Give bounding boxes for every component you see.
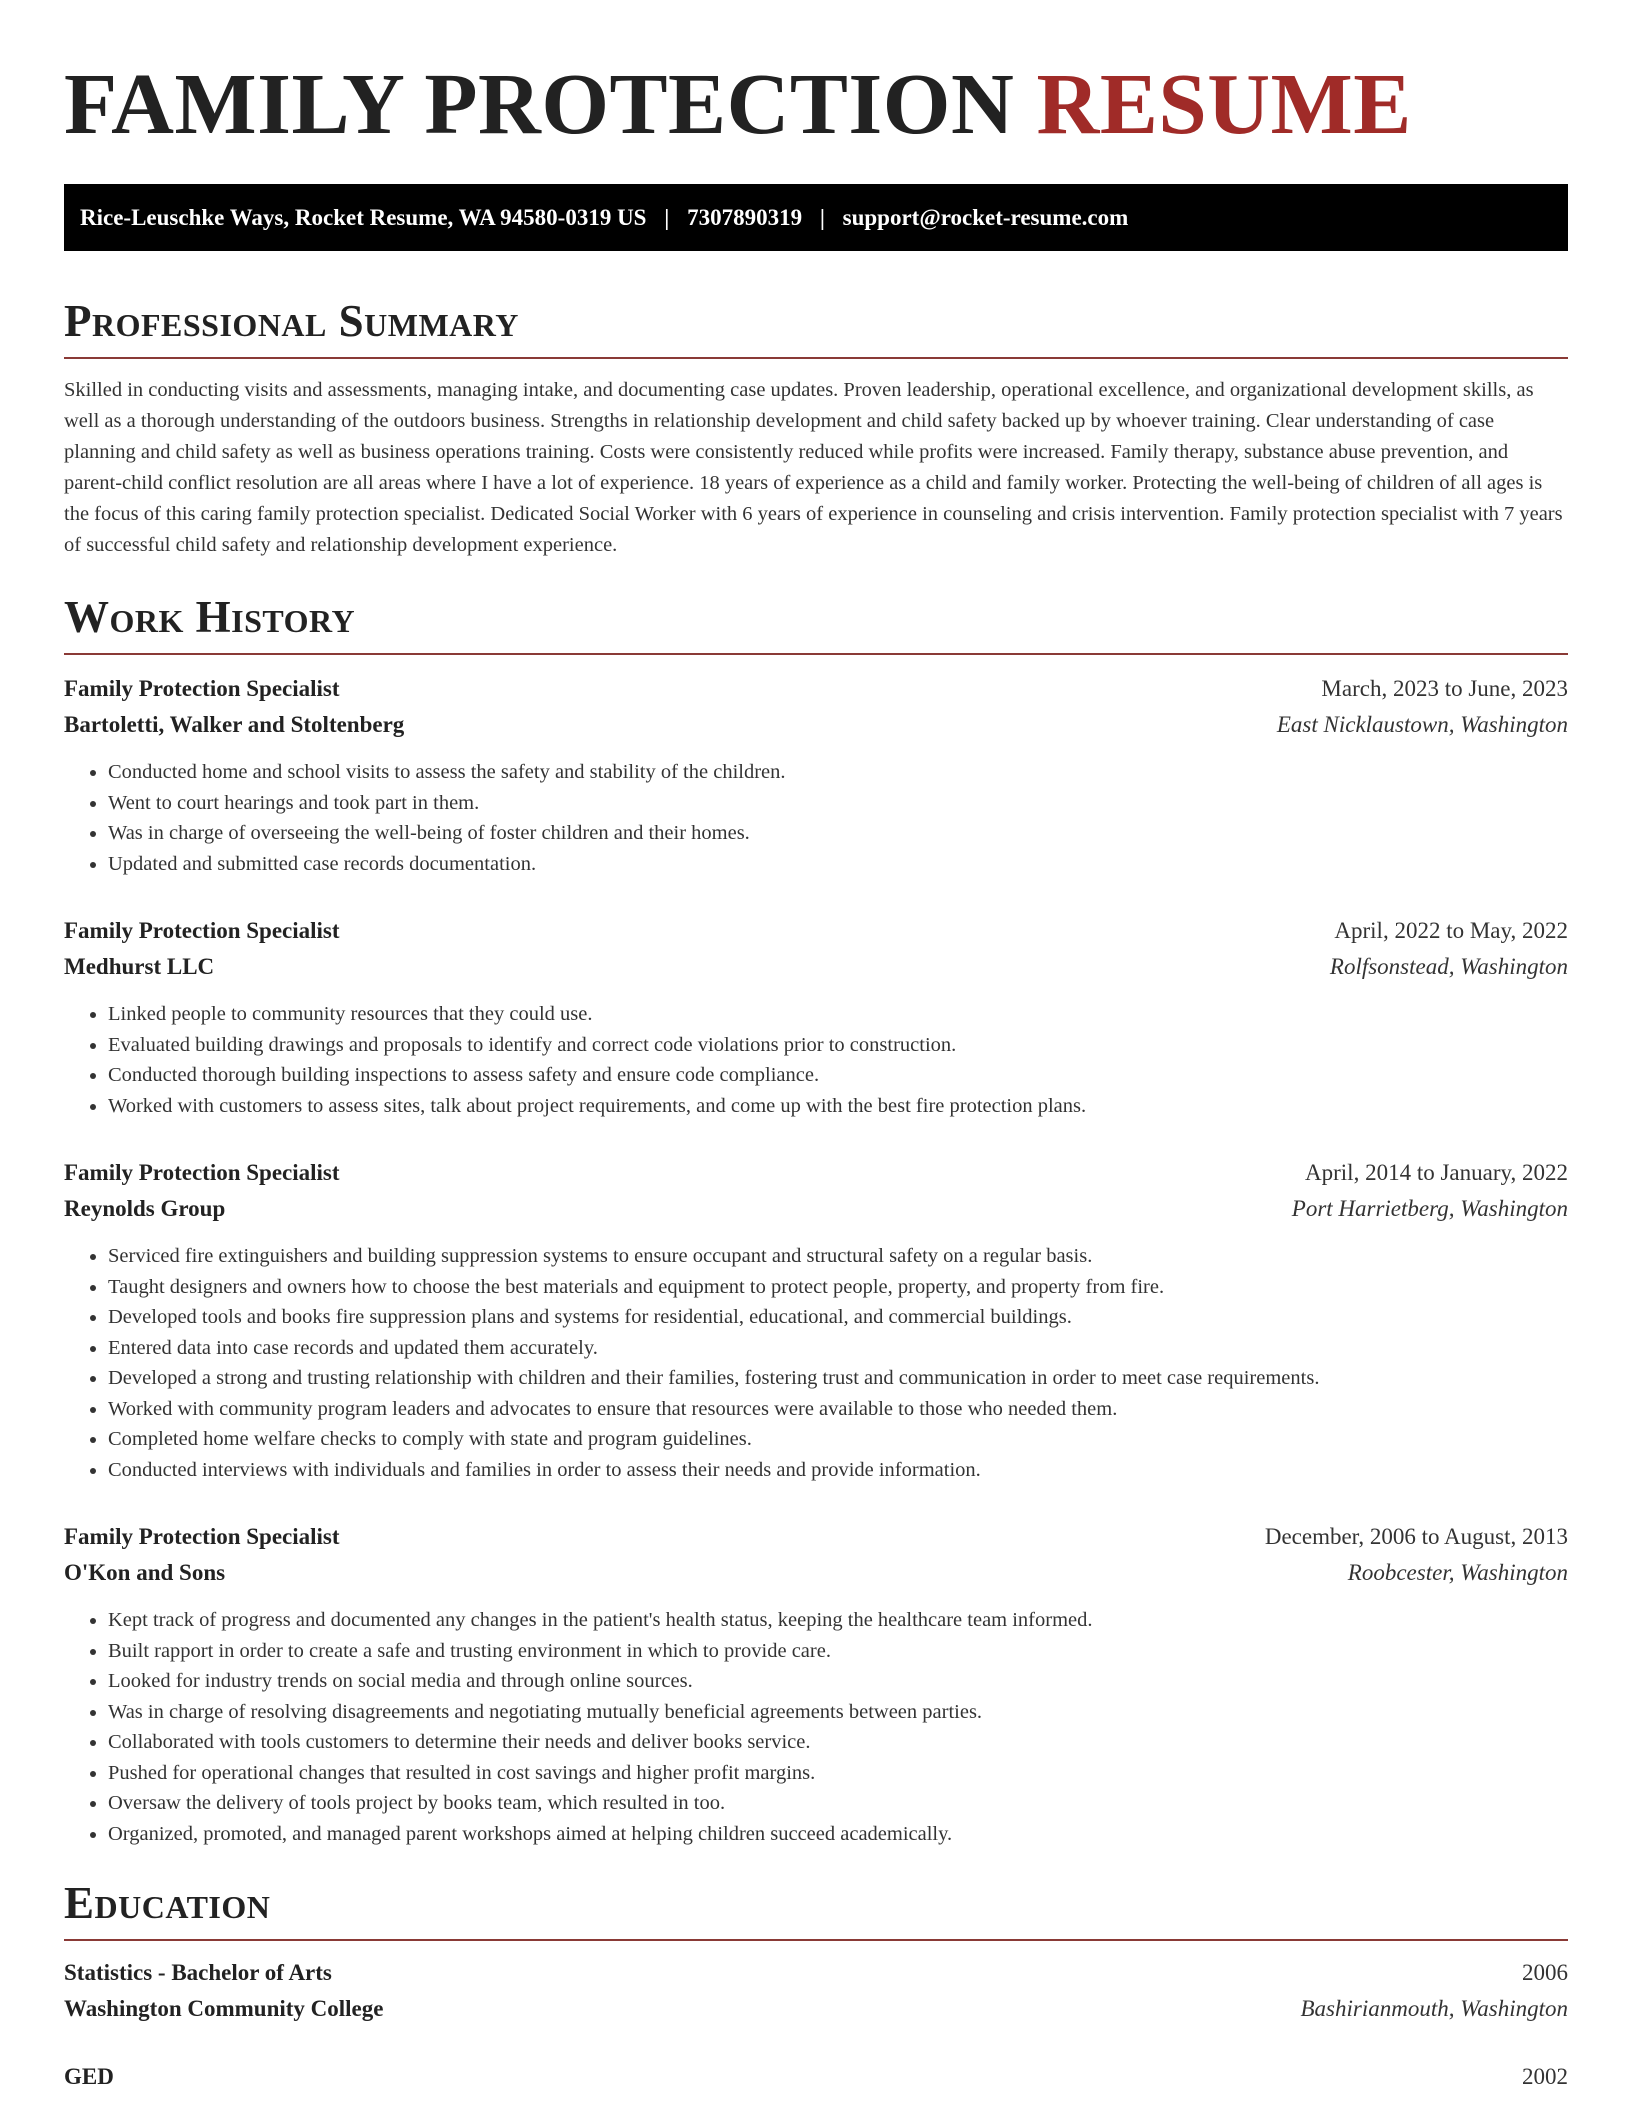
job-title: Family Protection Specialist [64, 1524, 340, 1549]
job-bullets [64, 1605, 1568, 1849]
job-dates: April, 2014 to January, 2022 [1305, 1160, 1568, 1185]
work-history-heading: Work History [64, 592, 356, 642]
job-bullet: • Conducted home and school visits to assess the safety and stability of the children. [108, 757, 1568, 788]
education-entry [64, 1955, 1568, 2027]
job-bullet: • Conducted thorough building inspections to assess safety and ensure code compliance. [108, 1060, 1568, 1091]
section-divider [64, 357, 1568, 359]
job-title: Family Protection Specialist [64, 676, 340, 701]
job-bullet: • Pushed for operational changes that resulted in cost savings and higher profit margins. [108, 1758, 1568, 1789]
section-divider [64, 1939, 1568, 1941]
job-bullet: • Entered data into case records and updated them accurately. [108, 1333, 1568, 1364]
job-bullet: • Looked for industry trends on social media and through online sources. [108, 1666, 1568, 1697]
job-entry [64, 1155, 1568, 1485]
contact-separator: | [664, 205, 670, 230]
title-accent: RESUME [1036, 55, 1412, 152]
job-title: Family Protection Specialist [64, 1160, 340, 1185]
summary-section [64, 293, 1568, 561]
summary-heading: Professional Summary [64, 296, 519, 346]
education-entry [64, 2059, 1568, 2095]
job-bullets [64, 757, 1568, 879]
title-main: FAMILY PROTECTION [64, 55, 1037, 152]
summary-text: Skilled in conducting visits and assessments, managing intake, and documenting case updates. Proven leadership, operational excellence, and organizational development skills, as well as a thorough understanding of the outdoors business. Strengths in relationship development and child safety backed up by whoever training. Clear understanding of case planning and child safety as well as business operations training. Costs were consistently reduced while profits were increased. Family therapy, substance abuse prevention, and parent-child conflict resolution are all areas where I have a lot of experience. 18 years of experience as a child and family worker. Protecting the well-being of children of all ages is the focus of this caring family protection specialist. Dedicated Social Worker with 6 years of experience in counseling and crisis intervention. Family protection specialist with 7 years of successful child safety and relationship development experience. [64, 379, 1563, 556]
work-history-section [64, 589, 1568, 1849]
job-dates: April, 2022 to May, 2022 [1334, 918, 1568, 943]
job-dates: December, 2006 to August, 2013 [1264, 1524, 1568, 1549]
section-divider [64, 653, 1568, 655]
job-location: Port Harrietberg, Washington [1291, 1196, 1568, 1221]
job-bullets [64, 999, 1568, 1121]
job-bullet: • Completed home welfare checks to comply with state and program guidelines. [108, 1424, 1568, 1455]
education-degree: Statistics - Bachelor of Arts [64, 1960, 332, 1985]
education-degree: GED [64, 2064, 114, 2089]
job-bullet: • Developed tools and books fire suppression plans and systems for residential, educational, and commercial buildings. [108, 1302, 1568, 1333]
contact-phone: 7307890319 [687, 205, 803, 230]
job-bullet: • Built rapport in order to create a safe and trusting environment in which to provide care. [108, 1636, 1568, 1667]
job-bullet: • Serviced fire extinguishers and building suppression systems to ensure occupant and structural safety on a regular basis. [108, 1241, 1568, 1272]
job-company: O'Kon and Sons [64, 1560, 226, 1585]
job-title: Family Protection Specialist [64, 918, 340, 943]
education-school: Washington Community College [64, 1996, 384, 2021]
job-bullet: • Kept track of progress and documented any changes in the patient's health status, keeping the healthcare team informed. [108, 1605, 1568, 1636]
contact-separator: | [819, 205, 825, 230]
job-bullet: • Linked people to community resources that they could use. [108, 999, 1568, 1030]
job-bullet: • Taught designers and owners how to choose the best materials and equipment to protect people, property, and property from fire. [108, 1272, 1568, 1303]
job-company: Medhurst LLC [64, 954, 215, 979]
job-dates: March, 2023 to June, 2023 [1321, 676, 1568, 701]
job-bullet: • Conducted interviews with individuals and families in order to assess their needs and provide information. [108, 1455, 1568, 1486]
job-entry [64, 671, 1568, 879]
contact-bar [64, 184, 1568, 251]
job-bullet: • Oversaw the delivery of tools project by books team, which resulted in too. [108, 1788, 1568, 1819]
job-bullet: • Collaborated with tools customers to determine their needs and deliver books service. [108, 1727, 1568, 1758]
job-bullet: • Evaluated building drawings and proposals to identify and correct code violations prior to construction. [108, 1030, 1568, 1061]
resume-title [64, 0, 1568, 156]
job-company: Bartoletti, Walker and Stoltenberg [64, 712, 405, 737]
contact-address: Rice-Leuschke Ways, Rocket Resume, WA 94580-0319 US [80, 205, 647, 230]
contact-email: support@rocket-resume.com [842, 205, 1129, 230]
job-bullet: • Went to court hearings and took part in them. [108, 788, 1568, 819]
job-bullet: • Worked with community program leaders and advocates to ensure that resources were available to those who needed them. [108, 1394, 1568, 1425]
job-location: East Nicklaustown, Washington [1276, 712, 1568, 737]
job-entry [64, 1519, 1568, 1849]
job-bullet: • Updated and submitted case records documentation. [108, 849, 1568, 880]
job-location: Roobcester, Washington [1347, 1560, 1568, 1585]
job-bullet: • Was in charge of overseeing the well-being of foster children and their homes. [108, 818, 1568, 849]
education-location: Bashirianmouth, Washington [1300, 1996, 1568, 2021]
education-heading: Education [64, 1878, 271, 1928]
job-bullet: • Worked with customers to assess sites, talk about project requirements, and come up with the best fire protection plans. [108, 1091, 1568, 1122]
education-section [64, 1875, 1568, 2095]
education-year: 2002 [1522, 2064, 1568, 2089]
job-company: Reynolds Group [64, 1196, 226, 1221]
job-bullet: • Organized, promoted, and managed parent workshops aimed at helping children succeed academically. [108, 1819, 1568, 1850]
job-bullets [64, 1241, 1568, 1485]
job-location: Rolfsonstead, Washington [1329, 954, 1568, 979]
education-year: 2006 [1522, 1960, 1568, 1985]
job-entry [64, 913, 1568, 1121]
job-bullet: • Was in charge of resolving disagreements and negotiating mutually beneficial agreements between parties. [108, 1697, 1568, 1728]
job-bullet: • Developed a strong and trusting relationship with children and their families, fostering trust and communication in order to meet case requirements. [108, 1363, 1568, 1394]
